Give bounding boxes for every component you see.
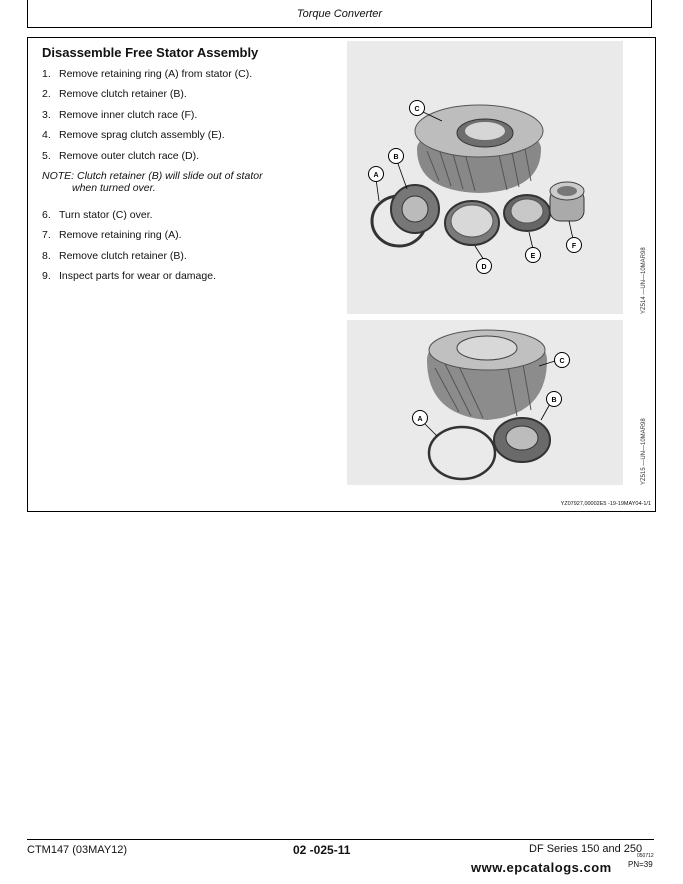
svg-text:D: D [481,264,487,271]
section-title: Disassemble Free Stator Assembly [42,45,259,60]
step-item: 6. Turn stator (C) over. [42,209,153,221]
svg-text:E: E [530,253,536,260]
step-item: 3. Remove inner clutch race (F). [42,109,198,121]
page-header [27,0,652,28]
svg-text:C: C [414,106,420,113]
callout-a [369,167,384,182]
figure-2-code: YZ515 —UN—10MAR98 [641,418,647,485]
step-item: 9. Inspect parts for wear or damage. [42,270,216,282]
step-item: 4. Remove sprag clutch assembly (E). [42,129,225,141]
svg-text:A: A [417,416,423,423]
callout-d [477,259,492,274]
svg-text:A: A [373,172,379,179]
footer-page-number: 02 -025-11 [293,843,351,857]
callout-c [410,101,425,116]
watermark-text[interactable]: www.epcatalogs.com [471,860,612,875]
callout-a [413,411,428,426]
footer-divider [27,839,654,840]
footer-series: DF Series 150 and 250 [529,843,643,855]
figure-1-drawing [347,41,623,314]
step-item: 5. Remove outer clutch race (D). [42,150,200,162]
step-item: 8. Remove clutch retainer (B). [42,250,187,262]
step-item: 7. Remove retaining ring (A). [42,229,182,241]
footer-manual-id: CTM147 (03MAY12) [27,844,128,856]
document-reference: YZ07927,00002E5 -19-19MAY04-1/1 [560,501,651,507]
callout-e [526,248,541,263]
note-text [42,170,263,194]
figure-stator-flipped [347,320,623,485]
svg-text:C: C [559,358,565,365]
svg-text:B: B [393,154,399,161]
svg-text:B: B [551,397,557,404]
callout-b [389,149,404,164]
figure-2-drawing [347,320,623,485]
callout-f [567,238,582,253]
footer-date-code: 050712 [637,853,654,859]
callout-b [547,392,562,407]
svg-text:F: F [571,243,577,250]
note-line-1: NOTE: Clutch retainer (B) will slide out of stator [42,170,263,182]
footer-pn: PN=39 [628,860,653,869]
callout-c [555,353,570,368]
step-item: 2. Remove clutch retainer (B). [42,88,187,100]
header-title: Torque Converter [296,8,383,20]
step-item: 1. Remove retaining ring (A) from stator (C). [42,68,253,80]
figure-stator-exploded [347,41,623,314]
note-line-2: when turned over. [72,182,156,194]
figure-1-code: YZ514 —UN—10MAR98 [641,247,647,314]
